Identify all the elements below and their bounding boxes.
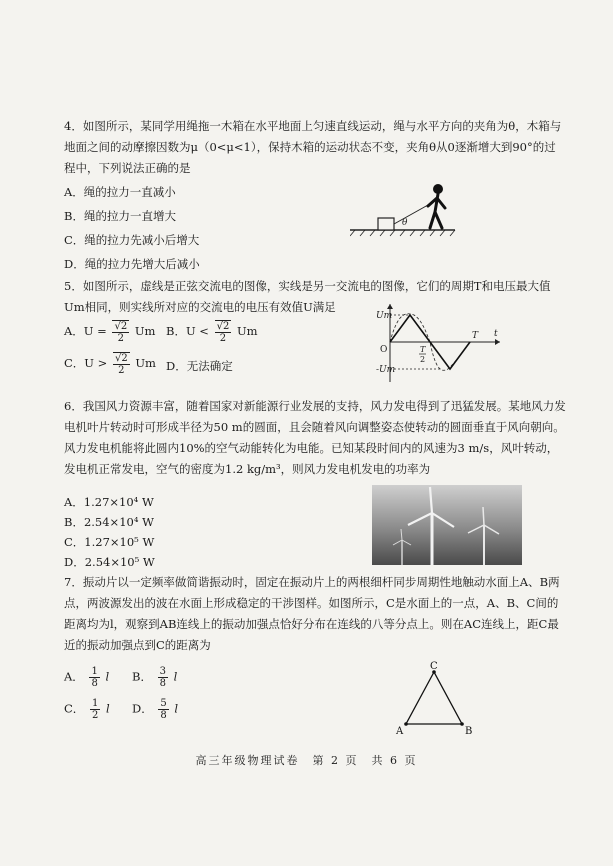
q4-option-d: D．绳的拉力先增大后减小 xyxy=(64,257,200,271)
page-footer: 高三年级物理试卷 第 2 页 共 6 页 xyxy=(195,754,418,767)
q5-option-b: B．U < $\frac{√2}{2}$ Um xyxy=(166,321,258,344)
time-axis-label: t xyxy=(494,329,498,339)
q6-option-a: A．1.27×10⁴ W xyxy=(64,495,154,509)
q5-option-c-lead: C．U > xyxy=(64,356,108,370)
neg-um-label: -Um xyxy=(376,365,396,375)
question-6-stem: 6．我国风力资源丰富，随着国家对新能源行业发展的支持，风力发电得到了迅猛发展。某地风力发电机叶片转动时可形成半径为50 m的圆面，且会随着风向调整姿态使转动的圆面垂直于风向朝向。风力发电机能将此圆内10%的空气动能转化为电能。已知某段时间内的风速为3 m/s，风叶转动，发电机正常发电，空气的密度为1.2 kg/m³，则风力发电机发电的功率为 xyxy=(64,399,566,476)
q5-option-d: D．无法确定 xyxy=(166,359,233,373)
q5-option-a-lead: A．U = xyxy=(64,324,107,338)
question-7-stem: 7．振动片以一定频率做简谐振动时，固定在振动片上的两根细杆同步周期性地触动水面上A、B两点，两波源发出的波在水面上形成稳定的干涉图样。如图所示，C是水面上的一点，A、B、C间的距离均为l，观察到AB连线上的振动加强点恰好分布在连线的八等分点上。则在AC连线上，距C最近的振动加强点到C的距离为 xyxy=(64,575,560,652)
q7-option-d: D． $\frac{5}{8}$ l xyxy=(132,698,179,721)
q6-option-b: B．2.54×10⁴ W xyxy=(64,515,154,529)
wind-turbine-icon xyxy=(372,485,522,565)
q5-figure-voltage-graph xyxy=(376,302,506,387)
question-4-stem: 4．如图所示，某同学用绳拖一木箱在水平地面上匀速直线运动，绳与水平方向的夹角为θ，木箱与地面之间的动摩擦因数为μ（0<μ<1），保持木箱的运动状态不变，夹角θ从0逐渐增大到90°的过程中，下列说法正确的是 xyxy=(64,119,562,175)
q4-option-b: B．绳的拉力一直增大 xyxy=(64,209,176,223)
q4-figure-person-pulling-box xyxy=(350,180,460,240)
q5-option-c: C．U > $\frac{√2}{2}$ Um xyxy=(64,353,156,376)
q7-option-b: B． $\frac{3}{8}$ l xyxy=(132,666,178,689)
q7-option-c: C． $\frac{1}{2}$ l xyxy=(64,698,110,721)
half-t-num: T xyxy=(420,345,426,354)
q5-option-b-fraction: $\frac{√2}{2}$ xyxy=(216,321,230,344)
q5-option-a: A．U = $\frac{√2}{2}$ Um xyxy=(64,321,156,344)
vertex-c-label: C xyxy=(430,661,438,672)
box-shape xyxy=(378,218,394,230)
q4-option-c: C．绳的拉力先减小后增大 xyxy=(64,233,200,247)
q5-option-b-lead: B．U < xyxy=(166,324,209,338)
um-label: Um xyxy=(376,311,393,321)
question-4 xyxy=(64,116,564,179)
q6-option-d: D．2.54×10⁵ W xyxy=(64,555,155,569)
vertex-a-label: A xyxy=(396,726,404,737)
q5-option-a-fraction: $\frac{√2}{2}$ xyxy=(114,321,128,344)
question-7 xyxy=(64,572,569,656)
question-5-stem: 5．如图所示，虚线是正弦交流电的图像，实线是另一交流电的图像，它们的周期T和电压最大值Um相同，则实线所对应的交流电的电压有效值U满足 xyxy=(64,279,551,314)
vertex-b-label: B xyxy=(465,726,473,737)
half-t-den: 2 xyxy=(420,355,426,364)
q7-option-a: A． $\frac{1}{8}$ l xyxy=(64,666,110,689)
q4-option-a: A．绳的拉力一直减小 xyxy=(64,185,176,199)
q5-option-c-fraction: $\frac{√2}{2}$ xyxy=(114,353,128,376)
theta-label: θ xyxy=(402,218,408,228)
origin-label: O xyxy=(380,345,388,355)
period-label: T xyxy=(472,331,479,341)
q7-figure-triangle-abc xyxy=(392,660,492,738)
question-6 xyxy=(64,396,569,480)
wind-turbine-photo xyxy=(372,485,522,565)
q6-option-c: C．1.27×10⁵ W xyxy=(64,535,155,549)
